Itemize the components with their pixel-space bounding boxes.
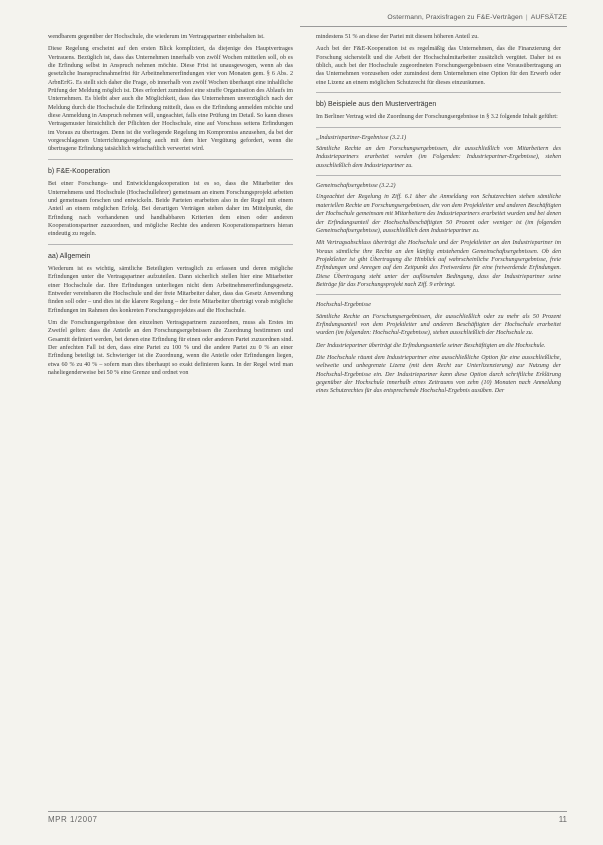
header-section: AUFSÄTZE	[530, 14, 567, 21]
paragraph: Auch bei der F&E-Kooperation ist es regelmäßig das Unternehmen, das die Finanzierung der Forschung sicherstellt und die Arbeit der Hochschulmitarbeiter zusätzlich vergütet. Daher ist es üblich, auch bei der Hochschule zugeordneten Forschungsergebnissen eine Vorausübertragung an das Unternehmen vorzusehen oder zumindest dem Unternehmen eine Option für den Erwerb oder eine Lizenz an einem möglichen Schutzrecht für dieses einzuräumen.	[316, 46, 561, 86]
section-divider	[48, 159, 293, 160]
quoted-paragraph: Ungeachtet der Regelung in Ziff. 6.1 über die Anmeldung von Schutzrechten stehen sämtliche materiellen Rechte an Forschungsergebnissen, die von dem Projektleiter und anderen Beschäftigten der Hochschule gemeinsam mit Mitarbeitern des Industriepartners erarbeitet wurden und bei denen der Erfindungsanteil der Hochschulbeschäftigten 50 Prozent oder weniger ist (im folgenden Gemeinschaftsergebnisse), ausschließlich dem Industriepartner zu.	[316, 194, 561, 234]
quote-heading: Gemeinschaftsergebnisse (3.2.2)	[316, 183, 396, 190]
quote-heading: Hochschul-Ergebnisse	[316, 302, 371, 309]
section-divider	[316, 127, 561, 128]
paragraph: wendbarem gegenüber der Hochschule, die wiederum im Vertragspartner einbehalten ist.	[48, 34, 265, 40]
paragraph: Um die Forschungsergebnisse den einzelnen Vertragspartnern zuzuordnen, muss als Erstes im Zweifel gelten: dass die Anteile an den Forschungsergebnissen die Zuordnung bestimmen und Gesamtit definiert werden, bei denen eine Erfindung für einen oder anderen Partei zuzuordnen sind. Der anfechten Fall ist den, dass eine Partei zu 100 % und die andere Partei zu 0 % an einer Erfindung beteiligt ist. Schwieriger ist die Zuordnung, wenn die Anteile oder Erfindungen liegen, etwa 60 % zu 40 % – sofern man dies überhaupt so exakt definieren kann. In der Regel wird man naheliegenderweise bei 50 % eine Grenze und ordnet von	[48, 319, 293, 377]
header-author: Ostermann, Praxisfragen zu F&E-Verträgen	[387, 14, 523, 21]
journal-citation: MPR 1/2007	[48, 815, 98, 824]
section-divider	[316, 175, 561, 176]
quote-heading: „Industriepartner-Ergebnisse (3.2.1)	[316, 134, 407, 141]
section-divider	[316, 294, 561, 295]
right-column	[316, 33, 561, 400]
paragraph: Diese Regelung erscheint auf den ersten Blick kompliziert, da diejenige des Hauptvertrages Vertrauens. Bezüglich ist, dass das Unternehmen innerhalb von zwölf Wochen mitteilen soll, ob es die Erfindung selbst in Anspruch nehmen möchte. Diese Frist ist unausgewogen, wenn ab das gesetzliche Inanspruchnahmefrist für Arbeitnehmererfindungen vier von Monaten gem. § 6 Abs. 2 ArbnErfG. Es stellt sich daher die Frage, ob innerhalb von zwölf Wochen überhaupt eine inhaltliche Prüfung der Meldung möglich ist. Dies erfordert zumindest eine straffe Organisation des Ablaufs im Unternehmen. Es bleibt aber auch die Möglichkeit, dass das Unternehmen unverzüglich nach der Meldung durch die Hochschule die Erfindung mitteilt, dass es die Erfindung anmelden möchte und diese Anmeldung in Anspruch nehmen will, ungeachtet, falls eine Prüfung im Detail. So kann dieses Vertragsmuster hinsichtlich der Pflichten der Hochschule, eine auf Vorschuss seitens Erfindungen im Voraus zu übertragen. Denn ist die vorliegende Regelung im Kompromiss anzusehen, da bei der vorgeschlagenen Unterrichtungsregelung auch mit dem hier Vergütung gefordert, wenn die übertragene Erfindung tatsächlich wirtschaftlich verwertet wird.	[48, 46, 293, 153]
quoted-paragraph: Der Industriepartner überträgt die Erfindungsanteile seiner Beschäftigten an die Hochschule.	[316, 342, 546, 349]
header-rule	[300, 26, 567, 27]
paragraph: Im Berliner Vertrag wird die Zuordnung der Forschungsergebnisse in § 3.2 folgende Inhalt geführt:	[316, 114, 558, 121]
section-divider	[316, 92, 561, 93]
footer-rule	[48, 811, 567, 812]
quoted-paragraph: Sämtliche Rechte an den Forschungsergebnissen, die ausschließlich von Mitarbeitern des Industriepartners erarbeitet werden (im Folgenden: Industriepartner-Ergebnisse), stehen ausschließlich dem Industriepartner zu.	[316, 146, 561, 169]
paragraph: Wiederum ist es wichtig, sämtliche Beteiligten vertraglich zu erfassen und deren mögliche Erfindungen unter die Vertragspartner aufzuteilen. Dann sicherlich stellen hier eine Mitarbeiter einer Hochschule dar. Ihre Erfindungen unterliegen nicht dem Arbeitnehmererfindungsgesetz. Entweder vereinbaren die Hochschule und der freie Mitarbeiter daher, dass das Gesetz Anwendung finden soll oder – und dies ist die klarere Regelung – der freie Mitarbeiter überträgt vorab mögliche Erfindungen im Rahmen des konkreten Forschungsprojektes auf die Hochschule.	[48, 265, 293, 314]
running-header	[387, 14, 567, 21]
section-heading: b) F&E-Kooperation	[48, 167, 110, 175]
page-number: 11	[558, 815, 567, 824]
quoted-paragraph: Die Hochschule räumt dem Industriepartner eine ausschließliche Option für eine ausschließliche, weltweite und unbegrenzte Lizenz (mit dem Recht zur Unterlizenzierung) zur Nutzung der Hochschul-Ergebnisse ein. Der Industriepartner kann diese Option durch schriftliche Erklärung gegenüber der Hochschule innerhalb eines Zeitraums von zehn (10) Monaten nach Anmeldung eines Schutzrechtes für das entsprechende Hochschul-Ergebnis ausüben. Der	[316, 354, 561, 395]
section-heading: bb) Beispiele aus den Musterverträgen	[316, 101, 437, 109]
section-divider	[48, 244, 293, 245]
header-separator: |	[525, 14, 528, 21]
section-heading: aa) Allgemein	[48, 252, 91, 260]
paragraph: Bei einer Forschungs- und Entwicklungskooperation ist es so, dass die Mitarbeiter des Unternehmens und Hochschule (Hochschullehrer) gemeinsam an einem Forschungsprojekt arbeiten und gemeinsam forschen und entwickeln. Beide Parteien erarbeiten also in der Regel mit einem Anteil an einem möglichen Erfolg. Bei derartigen Verträgen stehen daher im Mittelpunkt, die Erfindung nach vorhandenen und handhabbaren Kriterien dem einen oder anderen Kooperationspartner zuzuordnen, und mögliche Rechte des anderen Kooperationspartners hieran eindeutig zu regeln.	[48, 181, 293, 238]
quoted-paragraph: Sämtliche Rechte an Forschungsergebnissen, die ausschließlich oder zu mehr als 50 Prozent Erfindungsanteil von dem Projektleiter und anderen Beschäftigten der Hochschule erarbeitet wurden (im folgenden: Hochschul-Ergebnisse), stehen ausschließlich der Hochschule zu.	[316, 313, 561, 337]
left-column	[48, 33, 293, 381]
paragraph: mindestens 51 % an diese der Partei mit diesem höheren Anteil zu.	[316, 34, 479, 40]
quoted-paragraph: Mit Vertragsabschluss überträgt die Hochschule und der Projektleiter an den Industriepartner im Voraus sämtliche ihre Rechte an den künftig entstehenden Gemeinschaftsergebnissen. Ob den Projektleiter ist gibt Übertragung die Hinblick auf wahrscheinliche Forschungsergebnisse, freie Erfindungen und Anregen auf den Zeitpunkt des Freiwerdens für eine freiwerdende Erfindungen. Diese Übertragung steht unter der auflösenden Bedingung, dass der Industriepartner seine Beiträge für das Forschungsprojekt nach Ziff. 9 erbringt.	[316, 240, 561, 288]
